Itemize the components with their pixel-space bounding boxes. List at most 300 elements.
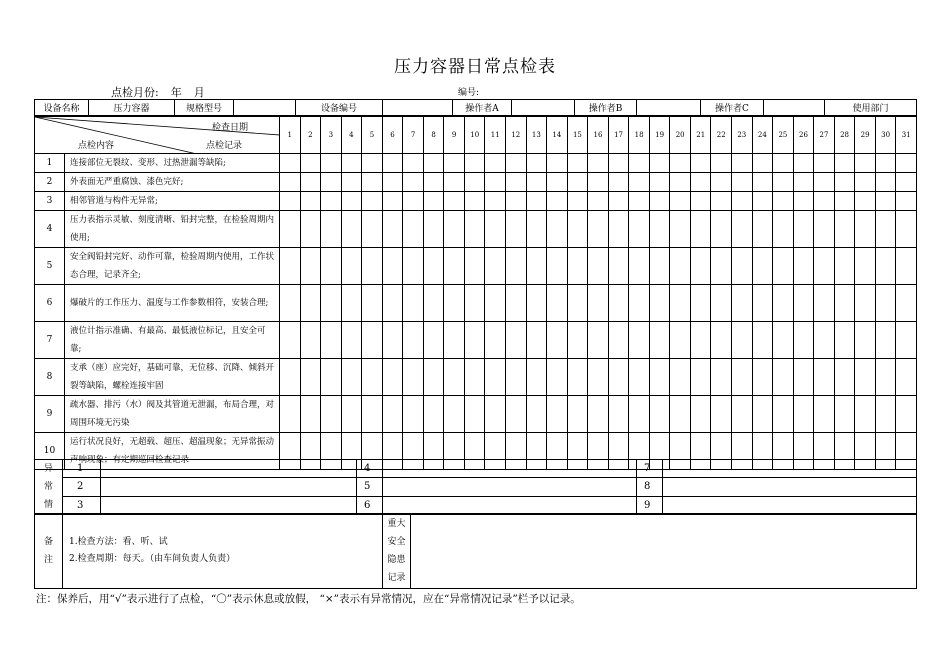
- check-cell[interactable]: [855, 211, 876, 248]
- check-cell[interactable]: [711, 248, 732, 285]
- check-cell[interactable]: [711, 154, 732, 173]
- check-cell[interactable]: [649, 173, 670, 192]
- check-cell[interactable]: [485, 211, 506, 248]
- check-cell[interactable]: [690, 396, 711, 433]
- check-cell[interactable]: [649, 396, 670, 433]
- check-cell[interactable]: [485, 248, 506, 285]
- check-cell[interactable]: [752, 285, 773, 322]
- check-cell[interactable]: [649, 192, 670, 211]
- check-cell[interactable]: [690, 248, 711, 285]
- check-cell[interactable]: [752, 322, 773, 359]
- check-cell[interactable]: [608, 396, 629, 433]
- check-cell[interactable]: [814, 359, 835, 396]
- check-cell[interactable]: [464, 322, 485, 359]
- check-cell[interactable]: [608, 359, 629, 396]
- check-cell[interactable]: [300, 396, 321, 433]
- check-cell[interactable]: [690, 285, 711, 322]
- check-cell[interactable]: [341, 396, 362, 433]
- check-cell[interactable]: [855, 154, 876, 173]
- operator-c-field[interactable]: [764, 100, 825, 116]
- check-cell[interactable]: [464, 192, 485, 211]
- check-cell[interactable]: [382, 322, 403, 359]
- check-cell[interactable]: [280, 154, 301, 173]
- check-cell[interactable]: [567, 248, 588, 285]
- check-cell[interactable]: [855, 359, 876, 396]
- check-cell[interactable]: [711, 211, 732, 248]
- check-cell[interactable]: [834, 248, 855, 285]
- check-cell[interactable]: [793, 322, 814, 359]
- check-cell[interactable]: [793, 285, 814, 322]
- check-cell[interactable]: [403, 248, 424, 285]
- check-cell[interactable]: [506, 173, 527, 192]
- check-cell[interactable]: [752, 173, 773, 192]
- check-cell[interactable]: [896, 322, 917, 359]
- check-cell[interactable]: [732, 248, 753, 285]
- model-field[interactable]: [234, 100, 296, 116]
- check-cell[interactable]: [403, 396, 424, 433]
- check-cell[interactable]: [321, 192, 342, 211]
- check-cell[interactable]: [423, 248, 444, 285]
- check-cell[interactable]: [773, 211, 794, 248]
- check-cell[interactable]: [649, 285, 670, 322]
- check-cell[interactable]: [629, 396, 650, 433]
- check-cell[interactable]: [875, 396, 896, 433]
- check-cell[interactable]: [649, 359, 670, 396]
- check-cell[interactable]: [423, 192, 444, 211]
- check-cell[interactable]: [403, 285, 424, 322]
- check-cell[interactable]: [567, 211, 588, 248]
- check-cell[interactable]: [547, 359, 568, 396]
- check-cell[interactable]: [588, 192, 609, 211]
- check-cell[interactable]: [855, 396, 876, 433]
- check-cell[interactable]: [588, 396, 609, 433]
- check-cell[interactable]: [300, 192, 321, 211]
- inspection-item-text: 安全阀铅封完好、动作可靠，检验周期内使用，工作状态合理，记录齐全;: [65, 248, 280, 285]
- check-cell[interactable]: [834, 359, 855, 396]
- check-cell[interactable]: [773, 192, 794, 211]
- check-cell[interactable]: [485, 192, 506, 211]
- equipment-no-field[interactable]: [383, 100, 453, 116]
- check-cell[interactable]: [711, 192, 732, 211]
- check-cell[interactable]: [814, 192, 835, 211]
- check-cell[interactable]: [690, 173, 711, 192]
- check-cell[interactable]: [485, 285, 506, 322]
- check-cell[interactable]: [732, 285, 753, 322]
- check-cell[interactable]: [506, 359, 527, 396]
- check-cell[interactable]: [403, 359, 424, 396]
- check-cell[interactable]: [547, 285, 568, 322]
- check-cell[interactable]: [321, 396, 342, 433]
- check-cell[interactable]: [403, 211, 424, 248]
- check-cell[interactable]: [896, 154, 917, 173]
- check-cell[interactable]: [547, 173, 568, 192]
- abnormal-field[interactable]: [383, 478, 637, 496]
- check-cell[interactable]: [855, 248, 876, 285]
- abnormal-field[interactable]: [101, 478, 357, 496]
- check-cell[interactable]: [649, 248, 670, 285]
- check-cell[interactable]: [629, 192, 650, 211]
- check-cell[interactable]: [423, 359, 444, 396]
- check-cell[interactable]: [403, 173, 424, 192]
- operator-a-field[interactable]: [512, 100, 575, 116]
- check-cell[interactable]: [608, 154, 629, 173]
- check-cell[interactable]: [670, 248, 691, 285]
- check-cell[interactable]: [485, 359, 506, 396]
- check-cell[interactable]: [485, 154, 506, 173]
- check-cell[interactable]: [506, 211, 527, 248]
- check-cell[interactable]: [608, 248, 629, 285]
- check-cell[interactable]: [814, 285, 835, 322]
- check-cell[interactable]: [588, 322, 609, 359]
- check-cell[interactable]: [567, 359, 588, 396]
- check-cell[interactable]: [896, 211, 917, 248]
- check-cell[interactable]: [773, 285, 794, 322]
- check-cell[interactable]: [752, 359, 773, 396]
- check-cell[interactable]: [855, 285, 876, 322]
- check-cell[interactable]: [547, 154, 568, 173]
- check-cell[interactable]: [341, 173, 362, 192]
- check-cell[interactable]: [896, 248, 917, 285]
- check-cell[interactable]: [300, 248, 321, 285]
- check-cell[interactable]: [300, 211, 321, 248]
- check-cell[interactable]: [814, 248, 835, 285]
- abnormal-field[interactable]: [663, 478, 917, 496]
- check-cell[interactable]: [464, 248, 485, 285]
- check-cell[interactable]: [341, 192, 362, 211]
- check-cell[interactable]: [670, 211, 691, 248]
- check-cell[interactable]: [690, 359, 711, 396]
- check-cell[interactable]: [567, 192, 588, 211]
- check-cell[interactable]: [382, 359, 403, 396]
- check-cell[interactable]: [588, 211, 609, 248]
- check-cell[interactable]: [711, 285, 732, 322]
- check-cell[interactable]: [629, 359, 650, 396]
- check-cell[interactable]: [875, 192, 896, 211]
- check-cell[interactable]: [793, 396, 814, 433]
- remarks-line-1: 1.检查方法：看、听、试: [69, 537, 168, 547]
- check-cell[interactable]: [382, 154, 403, 173]
- check-cell[interactable]: [526, 211, 547, 248]
- check-cell[interactable]: [773, 359, 794, 396]
- check-cell[interactable]: [362, 173, 383, 192]
- check-cell[interactable]: [608, 285, 629, 322]
- check-cell[interactable]: [588, 154, 609, 173]
- check-cell[interactable]: [321, 322, 342, 359]
- check-cell[interactable]: [670, 396, 691, 433]
- check-cell[interactable]: [588, 173, 609, 192]
- check-cell[interactable]: [814, 211, 835, 248]
- check-cell[interactable]: [300, 173, 321, 192]
- check-cell[interactable]: [423, 322, 444, 359]
- check-cell[interactable]: [814, 173, 835, 192]
- check-cell[interactable]: [300, 154, 321, 173]
- check-cell[interactable]: [423, 396, 444, 433]
- check-cell[interactable]: [362, 359, 383, 396]
- check-cell[interactable]: [321, 211, 342, 248]
- check-cell[interactable]: [403, 154, 424, 173]
- check-cell[interactable]: [670, 173, 691, 192]
- check-cell[interactable]: [875, 359, 896, 396]
- check-cell[interactable]: [711, 173, 732, 192]
- check-cell[interactable]: [464, 173, 485, 192]
- check-cell[interactable]: [793, 154, 814, 173]
- check-cell[interactable]: [670, 359, 691, 396]
- abnormal-field[interactable]: [383, 496, 637, 514]
- check-cell[interactable]: [526, 192, 547, 211]
- check-cell[interactable]: [423, 285, 444, 322]
- check-cell[interactable]: [896, 173, 917, 192]
- check-cell[interactable]: [526, 173, 547, 192]
- check-cell[interactable]: [690, 211, 711, 248]
- check-cell[interactable]: [444, 173, 465, 192]
- check-cell[interactable]: [444, 396, 465, 433]
- check-cell[interactable]: [670, 192, 691, 211]
- check-cell[interactable]: [629, 322, 650, 359]
- hazard-record-field[interactable]: [411, 514, 917, 589]
- check-cell[interactable]: [485, 173, 506, 192]
- check-cell[interactable]: [526, 154, 547, 173]
- check-cell[interactable]: [588, 248, 609, 285]
- check-cell[interactable]: [732, 359, 753, 396]
- check-cell[interactable]: [280, 211, 301, 248]
- check-cell[interactable]: [444, 285, 465, 322]
- check-cell[interactable]: [752, 211, 773, 248]
- check-cell[interactable]: [773, 248, 794, 285]
- check-cell[interactable]: [732, 192, 753, 211]
- check-cell[interactable]: [362, 396, 383, 433]
- check-cell[interactable]: [444, 211, 465, 248]
- check-cell[interactable]: [464, 285, 485, 322]
- check-cell[interactable]: [341, 359, 362, 396]
- check-cell[interactable]: [485, 322, 506, 359]
- check-cell[interactable]: [567, 154, 588, 173]
- check-cell[interactable]: [526, 248, 547, 285]
- check-cell[interactable]: [321, 154, 342, 173]
- check-cell[interactable]: [834, 154, 855, 173]
- check-cell[interactable]: [464, 359, 485, 396]
- check-cell[interactable]: [875, 211, 896, 248]
- check-cell[interactable]: [670, 154, 691, 173]
- check-cell[interactable]: [834, 192, 855, 211]
- check-cell[interactable]: [321, 359, 342, 396]
- check-cell[interactable]: [690, 322, 711, 359]
- check-cell[interactable]: [567, 173, 588, 192]
- check-cell[interactable]: [834, 173, 855, 192]
- check-cell[interactable]: [403, 192, 424, 211]
- check-cell[interactable]: [608, 211, 629, 248]
- check-cell[interactable]: [506, 154, 527, 173]
- check-cell[interactable]: [280, 396, 301, 433]
- check-cell[interactable]: [382, 248, 403, 285]
- check-cell[interactable]: [444, 154, 465, 173]
- abnormal-number: 3: [63, 496, 101, 514]
- check-cell[interactable]: [444, 322, 465, 359]
- check-cell[interactable]: [896, 192, 917, 211]
- check-cell[interactable]: [608, 173, 629, 192]
- check-cell[interactable]: [526, 285, 547, 322]
- check-cell[interactable]: [423, 211, 444, 248]
- check-cell[interactable]: [382, 285, 403, 322]
- abnormal-field[interactable]: [663, 496, 917, 514]
- check-cell[interactable]: [588, 285, 609, 322]
- check-cell[interactable]: [629, 154, 650, 173]
- check-cell[interactable]: [875, 322, 896, 359]
- check-cell[interactable]: [855, 322, 876, 359]
- check-cell[interactable]: [300, 285, 321, 322]
- check-cell[interactable]: [567, 285, 588, 322]
- check-cell[interactable]: [629, 211, 650, 248]
- check-cell[interactable]: [732, 154, 753, 173]
- check-cell[interactable]: [629, 248, 650, 285]
- check-cell[interactable]: [649, 322, 670, 359]
- check-cell[interactable]: [793, 248, 814, 285]
- check-cell[interactable]: [711, 396, 732, 433]
- check-cell[interactable]: [506, 248, 527, 285]
- check-cell[interactable]: [280, 285, 301, 322]
- check-cell[interactable]: [362, 192, 383, 211]
- check-cell[interactable]: [711, 322, 732, 359]
- check-cell[interactable]: [280, 322, 301, 359]
- check-cell[interactable]: [321, 285, 342, 322]
- check-cell[interactable]: [855, 192, 876, 211]
- check-cell[interactable]: [300, 359, 321, 396]
- check-cell[interactable]: [793, 211, 814, 248]
- check-cell[interactable]: [280, 173, 301, 192]
- check-cell[interactable]: [649, 211, 670, 248]
- check-cell[interactable]: [752, 192, 773, 211]
- check-cell[interactable]: [382, 211, 403, 248]
- check-cell[interactable]: [300, 322, 321, 359]
- check-cell[interactable]: [341, 211, 362, 248]
- day-column-header: 25: [773, 117, 794, 154]
- abnormal-field[interactable]: [101, 460, 357, 478]
- abnormal-field[interactable]: [101, 496, 357, 514]
- check-cell[interactable]: [382, 192, 403, 211]
- check-cell[interactable]: [896, 285, 917, 322]
- check-cell[interactable]: [752, 248, 773, 285]
- check-cell[interactable]: [629, 285, 650, 322]
- check-cell[interactable]: [773, 396, 794, 433]
- check-cell[interactable]: [711, 359, 732, 396]
- check-cell[interactable]: [567, 396, 588, 433]
- check-cell[interactable]: [567, 322, 588, 359]
- check-cell[interactable]: [362, 285, 383, 322]
- check-cell[interactable]: [875, 173, 896, 192]
- day-column-header: 24: [752, 117, 773, 154]
- check-cell[interactable]: [547, 248, 568, 285]
- abnormal-field[interactable]: [383, 460, 637, 478]
- check-cell[interactable]: [444, 248, 465, 285]
- check-cell[interactable]: [526, 322, 547, 359]
- check-cell[interactable]: [464, 154, 485, 173]
- check-cell[interactable]: [444, 359, 465, 396]
- check-cell[interactable]: [341, 285, 362, 322]
- check-cell[interactable]: [649, 154, 670, 173]
- check-cell[interactable]: [423, 173, 444, 192]
- check-cell[interactable]: [280, 192, 301, 211]
- check-cell[interactable]: [547, 322, 568, 359]
- check-cell[interactable]: [690, 192, 711, 211]
- check-cell[interactable]: [732, 173, 753, 192]
- check-cell[interactable]: [280, 359, 301, 396]
- check-cell[interactable]: [362, 154, 383, 173]
- check-cell[interactable]: [834, 396, 855, 433]
- inspection-item-text: 爆破片的工作压力、温度与工作参数相符，安装合理;: [65, 285, 280, 322]
- check-cell[interactable]: [547, 396, 568, 433]
- check-cell[interactable]: [773, 173, 794, 192]
- check-cell[interactable]: [403, 322, 424, 359]
- check-cell[interactable]: [773, 322, 794, 359]
- check-cell[interactable]: [752, 396, 773, 433]
- check-cell[interactable]: [485, 396, 506, 433]
- check-cell[interactable]: [773, 154, 794, 173]
- check-cell[interactable]: [547, 192, 568, 211]
- check-cell[interactable]: [341, 154, 362, 173]
- check-cell[interactable]: [464, 211, 485, 248]
- check-cell[interactable]: [506, 396, 527, 433]
- check-cell[interactable]: [875, 154, 896, 173]
- check-cell[interactable]: [321, 248, 342, 285]
- check-cell[interactable]: [875, 248, 896, 285]
- check-cell[interactable]: [670, 285, 691, 322]
- check-cell[interactable]: [834, 322, 855, 359]
- operator-b-field[interactable]: [637, 100, 701, 116]
- check-cell[interactable]: [608, 192, 629, 211]
- check-cell[interactable]: [814, 154, 835, 173]
- check-cell[interactable]: [526, 396, 547, 433]
- check-cell[interactable]: [814, 396, 835, 433]
- check-cell[interactable]: [629, 173, 650, 192]
- check-cell[interactable]: [793, 173, 814, 192]
- check-cell[interactable]: [732, 396, 753, 433]
- check-cell[interactable]: [732, 211, 753, 248]
- check-cell[interactable]: [280, 248, 301, 285]
- check-cell[interactable]: [341, 248, 362, 285]
- check-cell[interactable]: [526, 359, 547, 396]
- check-cell[interactable]: [444, 192, 465, 211]
- check-cell[interactable]: [875, 285, 896, 322]
- check-cell[interactable]: [834, 285, 855, 322]
- check-cell[interactable]: [608, 322, 629, 359]
- check-cell[interactable]: [896, 359, 917, 396]
- check-cell[interactable]: [362, 211, 383, 248]
- check-cell[interactable]: [670, 322, 691, 359]
- check-cell[interactable]: [341, 322, 362, 359]
- check-cell[interactable]: [834, 211, 855, 248]
- check-cell[interactable]: [382, 396, 403, 433]
- check-cell[interactable]: [423, 154, 444, 173]
- check-cell[interactable]: [732, 322, 753, 359]
- check-cell[interactable]: [362, 248, 383, 285]
- check-cell[interactable]: [855, 173, 876, 192]
- abnormal-field[interactable]: [663, 460, 917, 478]
- check-cell[interactable]: [793, 359, 814, 396]
- check-cell[interactable]: [814, 322, 835, 359]
- check-cell[interactable]: [896, 396, 917, 433]
- check-cell[interactable]: [588, 359, 609, 396]
- check-cell[interactable]: [506, 285, 527, 322]
- check-cell[interactable]: [464, 396, 485, 433]
- check-cell[interactable]: [321, 173, 342, 192]
- check-cell[interactable]: [506, 322, 527, 359]
- check-cell[interactable]: [752, 154, 773, 173]
- check-cell[interactable]: [506, 192, 527, 211]
- check-cell[interactable]: [362, 322, 383, 359]
- check-cell[interactable]: [690, 154, 711, 173]
- check-cell[interactable]: [382, 173, 403, 192]
- check-cell[interactable]: [547, 211, 568, 248]
- check-cell[interactable]: [793, 192, 814, 211]
